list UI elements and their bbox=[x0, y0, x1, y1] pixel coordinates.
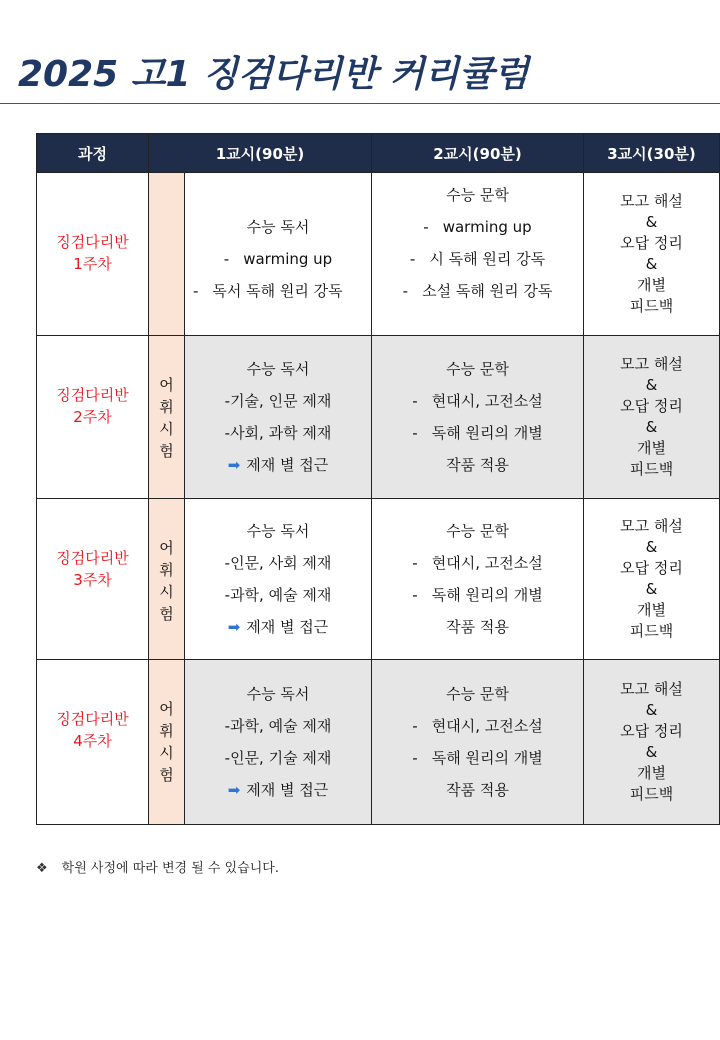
header-period-3: 3교시(30분) bbox=[584, 134, 720, 173]
period-1-item: -과학, 예술 제재 bbox=[224, 717, 332, 735]
course-name: 징검다리반 bbox=[56, 710, 129, 728]
period-2-item: - 시 독해 원리 강독 bbox=[409, 250, 546, 268]
period-3-line: 피드백 bbox=[629, 622, 674, 640]
period-3-line: 피드백 bbox=[629, 297, 674, 315]
period-1-item: -과학, 예술 제재 bbox=[224, 586, 332, 604]
period-2-title: 수능 문학 bbox=[446, 522, 509, 540]
course-name: 징검다리반 bbox=[56, 233, 129, 251]
course-week: 3주차 bbox=[73, 571, 112, 589]
curriculum-table bbox=[36, 133, 720, 825]
course-cell bbox=[37, 173, 149, 336]
table-row bbox=[37, 499, 720, 660]
period-3-line: & bbox=[645, 701, 658, 719]
period-3-line: & bbox=[645, 255, 658, 273]
course-week: 2주차 bbox=[73, 408, 112, 426]
period-3-line: & bbox=[645, 743, 658, 761]
period-2-item: - 현대시, 고전소설 bbox=[412, 717, 543, 735]
vocab-char: 험 bbox=[159, 766, 174, 784]
right-arrow-icon: ➡ bbox=[227, 618, 241, 636]
course-week: 1주차 bbox=[73, 255, 112, 273]
period-3-line: 모고 해설 bbox=[620, 355, 683, 373]
vocab-char: 어 bbox=[159, 376, 174, 394]
period-3-line: 피드백 bbox=[629, 460, 674, 478]
vocab-test-cell bbox=[149, 336, 185, 499]
period-3-line: 개별 bbox=[637, 601, 666, 619]
header-period-1: 1교시(90분) bbox=[149, 134, 372, 173]
period-1-item: -사회, 과학 제재 bbox=[224, 424, 332, 442]
period-3-line: 개별 bbox=[637, 764, 666, 782]
title-divider bbox=[0, 103, 720, 104]
period-1-item: -인문, 사회 제재 bbox=[224, 554, 332, 572]
table-row bbox=[37, 173, 720, 336]
period-1-cell bbox=[185, 660, 372, 825]
period-3-cell bbox=[584, 660, 720, 825]
period-3-line: 오답 정리 bbox=[620, 559, 683, 577]
period-3-cell bbox=[584, 499, 720, 660]
right-arrow-icon: ➡ bbox=[227, 456, 241, 474]
period-2-cell bbox=[372, 173, 584, 336]
right-arrow-icon: ➡ bbox=[227, 781, 241, 799]
period-1-title: 수능 독서 bbox=[246, 685, 310, 703]
period-2-item: - 독해 원리의 개별 bbox=[412, 586, 543, 604]
period-3-line: & bbox=[645, 538, 658, 556]
period-3-line: 개별 bbox=[637, 276, 666, 294]
period-2-item: - 소설 독해 원리 강독 bbox=[402, 282, 553, 300]
period-2-cell bbox=[372, 499, 584, 660]
table-header-row bbox=[37, 134, 720, 173]
period-2-item: - 독해 원리의 개별 bbox=[412, 749, 543, 767]
course-cell bbox=[37, 336, 149, 499]
period-2-item: - warming up bbox=[423, 218, 532, 236]
page-title: 2025 고1 징검다리반 커리큘럼 bbox=[18, 54, 529, 95]
vocab-char: 험 bbox=[159, 442, 174, 460]
period-2-cell bbox=[372, 336, 584, 499]
diamond-bullet-icon: ❖ bbox=[36, 861, 48, 876]
course-cell bbox=[37, 499, 149, 660]
period-1-item: -기술, 인문 제재 bbox=[224, 392, 332, 410]
vocab-char: 어 bbox=[159, 539, 174, 557]
course-name: 징검다리반 bbox=[56, 386, 129, 404]
period-2-tail: 작품 적용 bbox=[446, 781, 509, 799]
period-2-item: - 독해 원리의 개별 bbox=[412, 424, 543, 442]
header-period-2: 2교시(90분) bbox=[372, 134, 584, 173]
vocab-char: 휘 bbox=[159, 561, 174, 579]
period-1-cell bbox=[185, 173, 372, 336]
course-week: 4주차 bbox=[73, 732, 112, 750]
vocab-char: 어 bbox=[159, 700, 174, 718]
course-name: 징검다리반 bbox=[56, 549, 129, 567]
vocab-test-cell bbox=[149, 173, 185, 336]
period-2-cell bbox=[372, 660, 584, 825]
period-1-title: 수능 독서 bbox=[246, 218, 310, 236]
table-row bbox=[37, 336, 720, 499]
table-row bbox=[37, 660, 720, 825]
period-1-item: - warming up bbox=[223, 250, 333, 268]
period-1-title: 수능 독서 bbox=[246, 522, 310, 540]
vocab-char: 휘 bbox=[159, 398, 174, 416]
vocab-char: 험 bbox=[159, 605, 174, 623]
vocab-char: 시 bbox=[159, 583, 174, 601]
period-3-line: 오답 정리 bbox=[620, 397, 683, 415]
footnote bbox=[36, 857, 279, 876]
header-course: 과정 bbox=[37, 134, 149, 173]
period-3-line: & bbox=[645, 376, 658, 394]
vocab-char: 시 bbox=[159, 420, 174, 438]
period-3-line: & bbox=[645, 580, 658, 598]
period-3-line: 모고 해설 bbox=[620, 192, 683, 210]
period-3-line: 모고 해설 bbox=[620, 680, 683, 698]
period-3-cell bbox=[584, 336, 720, 499]
period-2-tail: 작품 적용 bbox=[446, 456, 509, 474]
period-2-item: - 현대시, 고전소설 bbox=[412, 554, 543, 572]
period-1-cell bbox=[185, 499, 372, 660]
period-2-tail: 작품 적용 bbox=[446, 618, 509, 636]
period-2-title: 수능 문학 bbox=[446, 360, 509, 378]
period-3-line: 오답 정리 bbox=[620, 722, 683, 740]
period-1-item: -인문, 기술 제재 bbox=[224, 749, 332, 767]
period-3-cell bbox=[584, 173, 720, 336]
vocab-char: 휘 bbox=[159, 722, 174, 740]
period-3-line: & bbox=[645, 213, 658, 231]
period-3-line: 개별 bbox=[637, 439, 666, 457]
vocab-test-cell bbox=[149, 660, 185, 825]
period-3-line: & bbox=[645, 418, 658, 436]
period-1-item: - 독서 독해 원리 강독 bbox=[193, 282, 343, 300]
vocab-char: 시 bbox=[159, 744, 174, 762]
period-3-line: 오답 정리 bbox=[620, 234, 683, 252]
period-1-focus: ➡ 제재 별 접근 bbox=[227, 456, 329, 474]
period-2-title: 수능 문학 bbox=[446, 685, 509, 703]
period-1-focus: ➡ 제재 별 접근 bbox=[227, 618, 329, 636]
course-cell bbox=[37, 660, 149, 825]
period-3-line: 피드백 bbox=[629, 785, 674, 803]
period-2-title: 수능 문학 bbox=[446, 186, 509, 204]
period-1-cell bbox=[185, 336, 372, 499]
period-1-focus: ➡ 제재 별 접근 bbox=[227, 781, 329, 799]
vocab-test-cell bbox=[149, 499, 185, 660]
footnote-text: 학원 사정에 따라 변경 될 수 있습니다. bbox=[61, 861, 279, 876]
period-3-line: 모고 해설 bbox=[620, 517, 683, 535]
period-1-title: 수능 독서 bbox=[246, 360, 310, 378]
period-2-item: - 현대시, 고전소설 bbox=[412, 392, 543, 410]
